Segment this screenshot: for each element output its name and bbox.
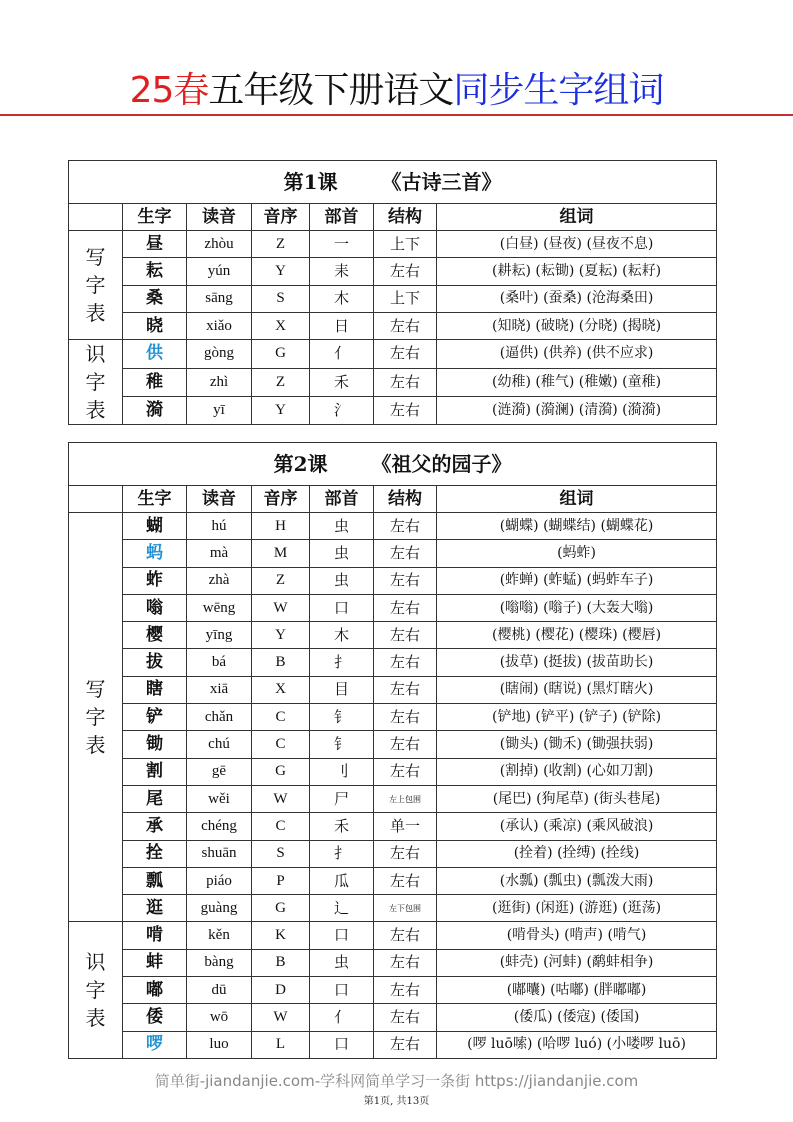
pinyin: guàng (187, 895, 252, 922)
initial-letter: W (252, 785, 310, 812)
initial-letter: Z (252, 567, 310, 594)
table-row (69, 785, 717, 812)
structure: 左右 (374, 867, 437, 894)
radical: 一 (310, 231, 374, 258)
radical: 瓜 (310, 867, 374, 894)
character: 铲 (123, 704, 187, 731)
title-grade: 五年级下册语文 (208, 70, 454, 111)
radical: 耒 (310, 258, 374, 285)
initial-letter: D (252, 977, 310, 1004)
pinyin: xiā (187, 676, 252, 703)
pinyin: chéng (187, 813, 252, 840)
lesson-name: 《古诗三首》 (381, 169, 502, 194)
pinyin: wēng (187, 594, 252, 621)
word-group: (白昼) (昼夜) (昼夜不息) (437, 231, 717, 258)
initial-letter: Y (252, 622, 310, 649)
page-number: 第1页, 共13页 (363, 1096, 430, 1107)
table-row (69, 567, 717, 594)
header-blank (69, 486, 123, 513)
pinyin: chǎn (187, 704, 252, 731)
pinyin: chú (187, 731, 252, 758)
word-group: (瞎闹) (瞎说) (黑灯瞎火) (437, 676, 717, 703)
table-row (69, 1031, 717, 1058)
radical: 氵 (310, 396, 374, 424)
radical: 辶 (310, 895, 374, 922)
lesson-title (69, 161, 717, 204)
structure: 上下 (374, 231, 437, 258)
structure: 左右 (374, 676, 437, 703)
pinyin: bá (187, 649, 252, 676)
column-header: 结构 (374, 204, 437, 231)
table-row (69, 895, 717, 922)
lesson-number: 第2课 (273, 451, 328, 476)
initial-letter: Y (252, 258, 310, 285)
table-row (69, 340, 717, 368)
radical: 日 (310, 312, 374, 339)
word-group: (涟漪) (漪澜) (清漪) (漪漪) (437, 396, 717, 424)
table-row (69, 594, 717, 621)
title-topic: 同步生字组词 (453, 70, 664, 111)
table-row (69, 731, 717, 758)
table-row (69, 813, 717, 840)
structure: 左右 (374, 340, 437, 368)
radical: 扌 (310, 649, 374, 676)
table-row (69, 977, 717, 1004)
structure: 左右 (374, 949, 437, 976)
pinyin: hú (187, 513, 252, 540)
character: 啰 (123, 1031, 187, 1058)
radical: 虫 (310, 540, 374, 567)
pinyin: yī (187, 396, 252, 424)
word-group: (蝴蝶) (蝴蝶结) (蝴蝶花) (437, 513, 717, 540)
character: 耘 (123, 258, 187, 285)
column-header: 部首 (310, 204, 374, 231)
pinyin: sāng (187, 285, 252, 312)
radical: 刂 (310, 758, 374, 785)
word-group: (锄头) (锄禾) (锄强扶弱) (437, 731, 717, 758)
character: 漪 (123, 396, 187, 424)
word-group: (拴着) (拴缚) (拴线) (437, 840, 717, 867)
pinyin: bàng (187, 949, 252, 976)
pinyin: luo (187, 1031, 252, 1058)
structure: 左右 (374, 977, 437, 1004)
initial-letter: Z (252, 231, 310, 258)
table-row (69, 368, 717, 396)
table-row (69, 258, 717, 285)
initial-letter: Z (252, 368, 310, 396)
initial-letter: S (252, 840, 310, 867)
initial-letter: C (252, 731, 310, 758)
table-row (69, 513, 717, 540)
radical: 亻 (310, 1004, 374, 1031)
structure: 左右 (374, 1004, 437, 1031)
lesson-name: 《祖父的园子》 (371, 451, 512, 476)
title-divider (0, 114, 793, 116)
character: 蚱 (123, 567, 187, 594)
structure: 左右 (374, 594, 437, 621)
character: 蚌 (123, 949, 187, 976)
column-header: 部首 (310, 486, 374, 513)
radical: 目 (310, 676, 374, 703)
initial-letter: Y (252, 396, 310, 424)
radical: 虫 (310, 567, 374, 594)
initial-letter: P (252, 867, 310, 894)
pinyin: gòng (187, 340, 252, 368)
group-label: 写字表 (85, 245, 106, 326)
column-header: 音序 (252, 204, 310, 231)
page-title (0, 66, 793, 116)
word-group: (蚱蝉) (蚱蜢) (蚂蚱车子) (437, 567, 717, 594)
initial-letter: X (252, 312, 310, 339)
word-group: (倭瓜) (倭寇) (倭国) (437, 1004, 717, 1031)
initial-letter: G (252, 758, 310, 785)
initial-letter: L (252, 1031, 310, 1058)
structure: 左右 (374, 567, 437, 594)
structure: 上下 (374, 285, 437, 312)
table-row (69, 540, 717, 567)
word-group: (逛街) (闲逛) (游逛) (逛荡) (437, 895, 717, 922)
pinyin: xiǎo (187, 312, 252, 339)
column-header: 组词 (437, 486, 717, 513)
structure: 左右 (374, 922, 437, 949)
structure: 左右 (374, 540, 437, 567)
radical: 禾 (310, 368, 374, 396)
radical: 木 (310, 622, 374, 649)
radical: 虫 (310, 513, 374, 540)
character: 蚂 (123, 540, 187, 567)
word-group: (割掉) (收割) (心如刀割) (437, 758, 717, 785)
group-label: 写字表 (85, 677, 106, 758)
table-row (69, 285, 717, 312)
initial-letter: S (252, 285, 310, 312)
word-group: (嘟囔) (咕嘟) (胖嘟嘟) (437, 977, 717, 1004)
word-group: (蚌壳) (河蚌) (鹬蚌相争) (437, 949, 717, 976)
table-row (69, 704, 717, 731)
pinyin: yīng (187, 622, 252, 649)
table-row (69, 949, 717, 976)
word-group: (承认) (乘凉) (乘风破浪) (437, 813, 717, 840)
initial-letter: B (252, 949, 310, 976)
column-header: 组词 (437, 204, 717, 231)
lesson-number: 第1课 (283, 169, 338, 194)
group-label: 识字表 (85, 342, 106, 423)
radical: 钅 (310, 704, 374, 731)
pinyin: zhòu (187, 231, 252, 258)
character: 逛 (123, 895, 187, 922)
structure: 左右 (374, 368, 437, 396)
column-header: 结构 (374, 486, 437, 513)
structure: 单一 (374, 813, 437, 840)
word-group: (耕耘) (耘锄) (夏耘) (耘耔) (437, 258, 717, 285)
character: 啃 (123, 922, 187, 949)
radical: 木 (310, 285, 374, 312)
column-header: 生字 (123, 204, 187, 231)
pinyin: gē (187, 758, 252, 785)
word-group: (水瓢) (瓢虫) (瓢泼大雨) (437, 867, 717, 894)
lesson-table-2 (68, 442, 717, 1059)
structure: 左右 (374, 840, 437, 867)
character: 尾 (123, 785, 187, 812)
radical: 口 (310, 1031, 374, 1058)
word-group: (樱桃) (樱花) (樱珠) (樱唇) (437, 622, 717, 649)
structure: 左右 (374, 513, 437, 540)
word-group: (幼稚) (稚气) (稚嫩) (童稚) (437, 368, 717, 396)
structure: 左下包围 (374, 895, 437, 922)
word-group: (桑叶) (蚕桑) (沧海桑田) (437, 285, 717, 312)
header-row (69, 486, 717, 513)
character: 承 (123, 813, 187, 840)
pinyin: shuān (187, 840, 252, 867)
header-row (69, 204, 717, 231)
word-group: (知晓) (破晓) (分晓) (揭晓) (437, 312, 717, 339)
group-cell (69, 340, 123, 425)
table-row (69, 758, 717, 785)
character: 昼 (123, 231, 187, 258)
character: 嗡 (123, 594, 187, 621)
group-label: 识字表 (85, 950, 106, 1031)
lesson-title (69, 443, 717, 486)
radical: 口 (310, 594, 374, 621)
character: 蝴 (123, 513, 187, 540)
structure: 左右 (374, 1031, 437, 1058)
pinyin: zhà (187, 567, 252, 594)
word-group: (啰 luō嗦) (哈啰 luó) (小喽啰 luō) (437, 1031, 717, 1058)
pinyin: kěn (187, 922, 252, 949)
initial-letter: K (252, 922, 310, 949)
word-group: (嗡嗡) (嗡子) (大轰大嗡) (437, 594, 717, 621)
column-header: 读音 (187, 204, 252, 231)
table-row (69, 231, 717, 258)
table-row (69, 922, 717, 949)
group-cell (69, 922, 123, 1058)
word-group: (啃骨头) (啃声) (啃气) (437, 922, 717, 949)
table-row (69, 867, 717, 894)
radical: 口 (310, 922, 374, 949)
character: 拴 (123, 840, 187, 867)
pinyin: mà (187, 540, 252, 567)
structure: 左右 (374, 731, 437, 758)
footer-site: 简单街-jiandanjie.com-学科网简单学习一条街 https://jiandanjie.com (154, 1072, 639, 1090)
radical: 亻 (310, 340, 374, 368)
character: 嘟 (123, 977, 187, 1004)
structure: 左右 (374, 649, 437, 676)
initial-letter: G (252, 340, 310, 368)
title-year: 25春 (129, 70, 209, 111)
lesson-table-1 (68, 160, 717, 425)
table-row (69, 649, 717, 676)
word-group: (铲地) (铲平) (铲子) (铲除) (437, 704, 717, 731)
column-header: 读音 (187, 486, 252, 513)
radical: 虫 (310, 949, 374, 976)
character: 桑 (123, 285, 187, 312)
structure: 左上包围 (374, 785, 437, 812)
initial-letter: M (252, 540, 310, 567)
word-group: (尾巴) (狗尾草) (街头巷尾) (437, 785, 717, 812)
structure: 左右 (374, 758, 437, 785)
word-group: (逼供) (供养) (供不应求) (437, 340, 717, 368)
pinyin: wěi (187, 785, 252, 812)
character: 樱 (123, 622, 187, 649)
radical: 口 (310, 977, 374, 1004)
character: 晓 (123, 312, 187, 339)
table-row (69, 676, 717, 703)
character: 供 (123, 340, 187, 368)
structure: 左右 (374, 396, 437, 424)
character: 瞎 (123, 676, 187, 703)
header-blank (69, 204, 123, 231)
pinyin: yún (187, 258, 252, 285)
character: 割 (123, 758, 187, 785)
word-group: (拔草) (挺拔) (拔苗助长) (437, 649, 717, 676)
initial-letter: W (252, 1004, 310, 1031)
group-cell (69, 231, 123, 340)
group-cell (69, 513, 123, 922)
character: 倭 (123, 1004, 187, 1031)
initial-letter: W (252, 594, 310, 621)
pinyin: piáo (187, 867, 252, 894)
pinyin: zhì (187, 368, 252, 396)
pinyin: wō (187, 1004, 252, 1031)
pinyin: dū (187, 977, 252, 1004)
radical: 钅 (310, 731, 374, 758)
table-row (69, 312, 717, 339)
table-row (69, 840, 717, 867)
structure: 左右 (374, 704, 437, 731)
character: 锄 (123, 731, 187, 758)
initial-letter: C (252, 704, 310, 731)
structure: 左右 (374, 622, 437, 649)
radical: 扌 (310, 840, 374, 867)
column-header: 音序 (252, 486, 310, 513)
character: 稚 (123, 368, 187, 396)
table-row (69, 1004, 717, 1031)
character: 拔 (123, 649, 187, 676)
initial-letter: C (252, 813, 310, 840)
column-header: 生字 (123, 486, 187, 513)
table-row (69, 396, 717, 424)
structure: 左右 (374, 312, 437, 339)
word-group: (蚂蚱) (437, 540, 717, 567)
radical: 禾 (310, 813, 374, 840)
table-row (69, 622, 717, 649)
initial-letter: G (252, 895, 310, 922)
structure: 左右 (374, 258, 437, 285)
initial-letter: X (252, 676, 310, 703)
radical: 尸 (310, 785, 374, 812)
initial-letter: H (252, 513, 310, 540)
initial-letter: B (252, 649, 310, 676)
character: 瓢 (123, 867, 187, 894)
